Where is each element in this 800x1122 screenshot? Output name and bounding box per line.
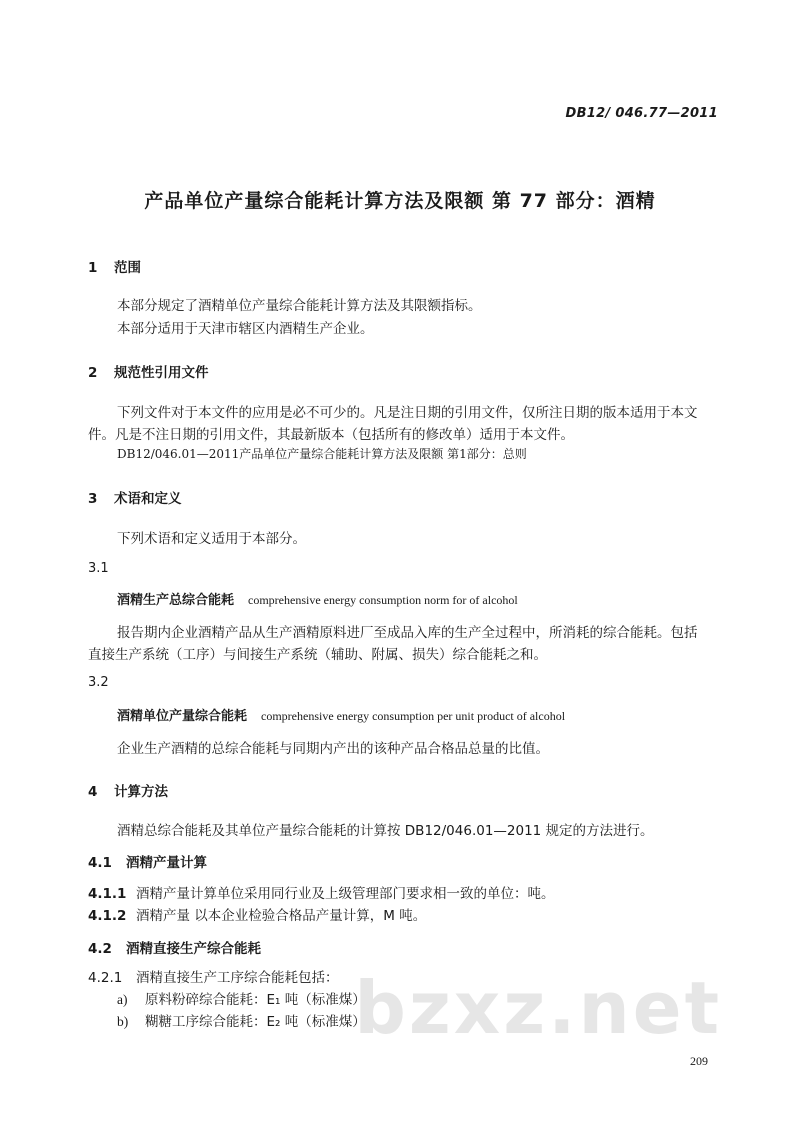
list-item	[117, 1010, 372, 1030]
section-number: 3	[88, 491, 98, 507]
section-2-heading	[88, 361, 209, 381]
section-title: 术语和定义	[114, 491, 182, 507]
section-number: 1	[88, 260, 98, 276]
clause	[88, 966, 339, 986]
list-text: 原料粉碎综合能耗：E₁ 吨（标准煤）；	[145, 992, 373, 1008]
document-title: 产品单位产量综合能耗计算方法及限额 第 77 部分：酒精	[144, 190, 656, 212]
subsection-4-2-heading	[88, 937, 261, 957]
clause	[88, 904, 426, 924]
section-title: 计算方法	[114, 784, 168, 800]
section-number: 4	[88, 784, 98, 800]
section-number: 2	[88, 365, 98, 381]
section-3-heading	[88, 487, 182, 507]
term-chinese: 酒精单位产量综合能耗	[117, 709, 248, 724]
list-text: 糊糖工序综合能耗：E₂ 吨（标准煤）；	[145, 1014, 373, 1030]
paragraph: 本部分适用于天津市辖区内酒精生产企业。	[117, 321, 374, 337]
paragraph: 下列术语和定义适用于本部分。	[117, 531, 306, 547]
subsection-4-1-heading	[88, 851, 207, 871]
clause-number: 4.1.1	[88, 886, 127, 902]
page-number: 209	[690, 1054, 708, 1068]
term-entry	[117, 589, 518, 608]
paragraph: 酒精总综合能耗及其单位产量综合能耗的计算按 DB12/046.01—2011 规定的方法进行。	[117, 823, 654, 839]
term-definition: 企业生产酒精的总综合能耗与同期内产出的该种产品合格品总量的比值。	[117, 741, 549, 757]
subsection-number: 4.2	[88, 941, 112, 957]
paragraph: 下列文件对于本文件的应用是必不可少的。凡是注日期的引用文件，仅所注日期的版本适用于本文	[117, 405, 698, 421]
paragraph: 件。凡是不注日期的引用文件，其最新版本（包括所有的修改单）适用于本文件。	[88, 427, 574, 443]
subsection-title: 酒精直接生产综合能耗	[126, 941, 261, 957]
standard-code: DB12/ 046.77—2011	[565, 106, 718, 121]
term-english: comprehensive energy consumption per unit product of alcohol	[261, 709, 566, 723]
clause	[88, 882, 555, 902]
clause-text: 酒精产量 以本企业检验合格品产量计算，M 吨。	[136, 908, 427, 924]
term-chinese: 酒精生产总综合能耗	[117, 593, 235, 608]
subsection-number: 4.1	[88, 855, 112, 871]
paragraph: 本部分规定了酒精单位产量综合能耗计算方法及其限额指标。	[117, 298, 482, 314]
term-definition: 直接生产系统（工序）与间接生产系统（辅助、附属、损失）综合能耗之和。	[88, 647, 547, 663]
term-english: comprehensive energy consumption norm for of alcohol	[248, 593, 518, 607]
watermark: bzxz.net	[354, 966, 722, 1050]
list-item	[117, 988, 372, 1008]
section-title: 范围	[114, 260, 141, 276]
subsection-title: 酒精产量计算	[126, 855, 207, 871]
term-number: 3.2	[88, 675, 109, 690]
normative-reference: DB12/046.01—2011产品单位产量综合能耗计算方法及限额 第1部分：总则	[117, 447, 527, 461]
clause-text: 酒精产量计算单位采用同行业及上级管理部门要求相一致的单位：吨。	[136, 886, 555, 902]
term-number: 3.1	[88, 561, 109, 576]
clause-text: 酒精直接生产工序综合能耗包括：	[136, 970, 339, 986]
term-entry	[117, 705, 565, 724]
clause-number: 4.2.1	[88, 970, 123, 986]
list-label: a)	[117, 992, 128, 1007]
clause-number: 4.1.2	[88, 908, 127, 924]
list-label: b)	[117, 1014, 129, 1029]
section-4-heading	[88, 780, 168, 800]
section-title: 规范性引用文件	[114, 365, 209, 381]
section-1-heading	[88, 256, 141, 276]
term-definition: 报告期内企业酒精产品从生产酒精原料进厂至成品入库的生产全过程中，所消耗的综合能耗。包括	[117, 625, 698, 641]
